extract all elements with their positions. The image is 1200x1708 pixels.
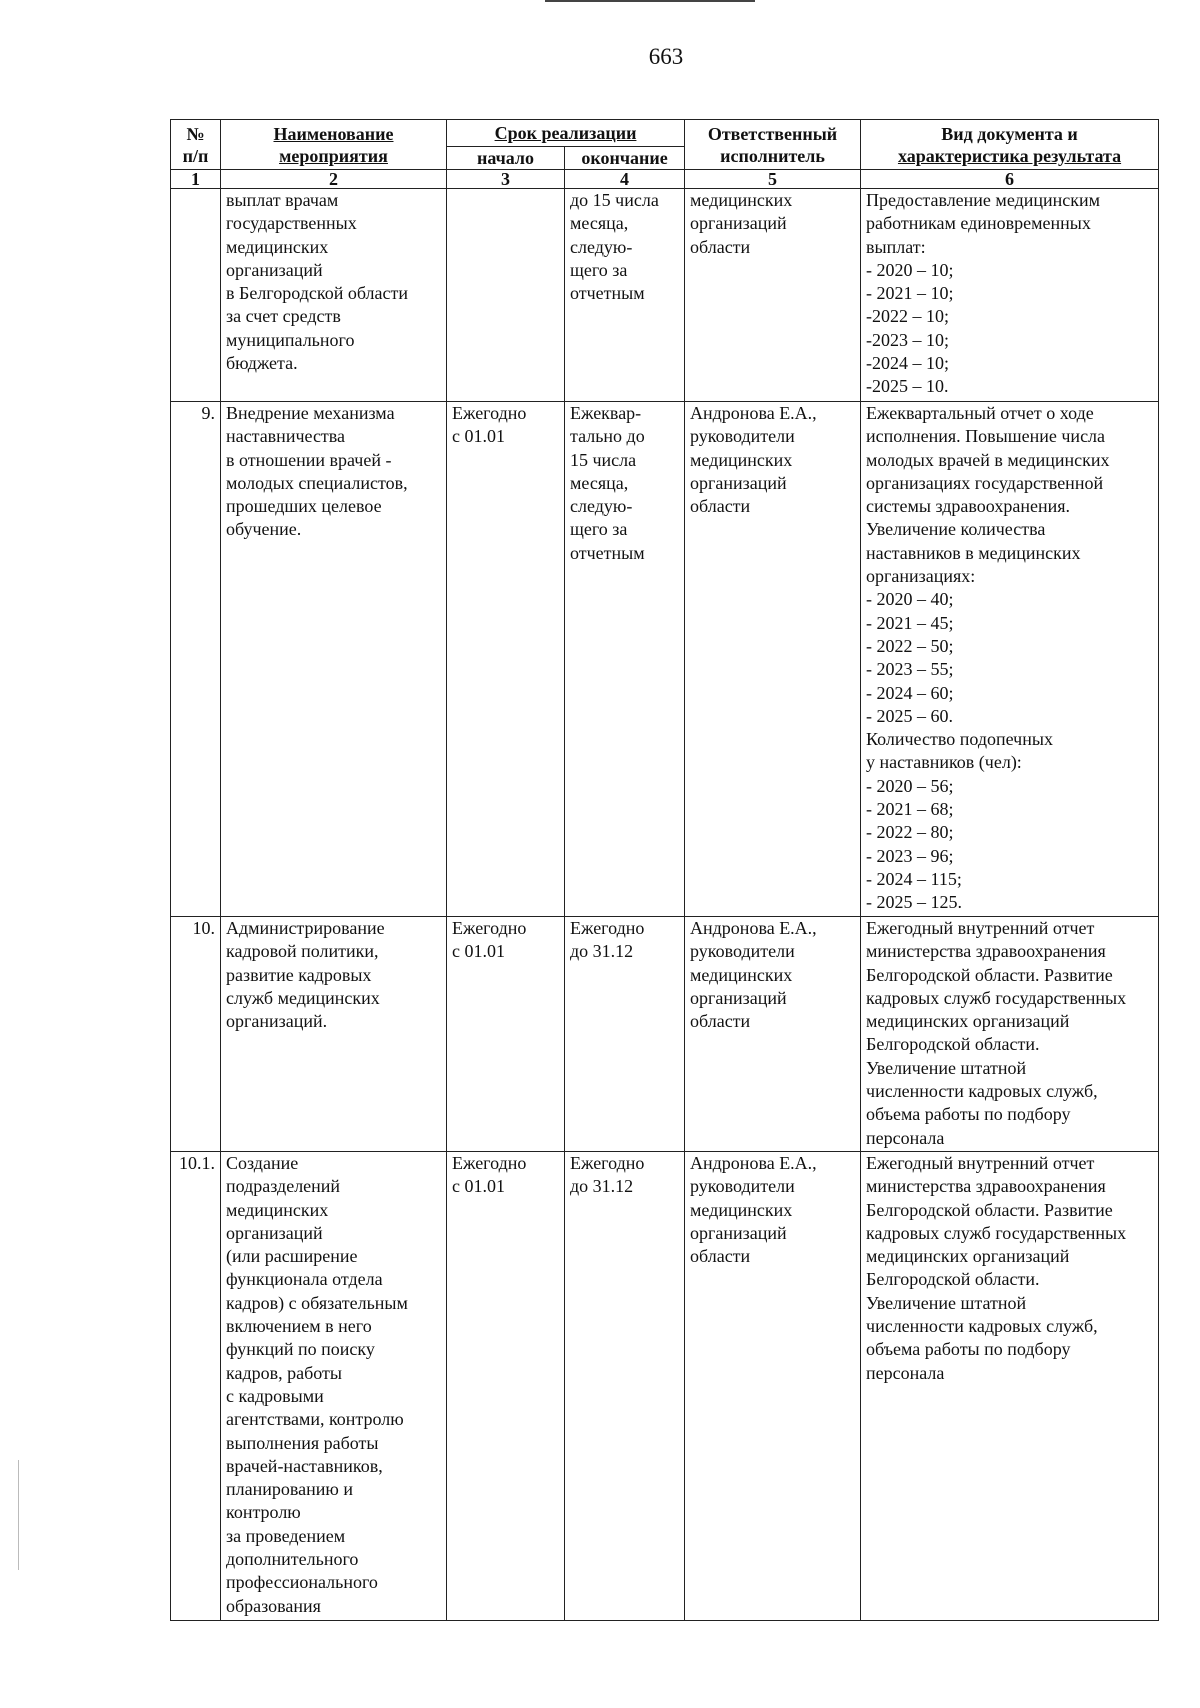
cell-line: системы здравоохранения. bbox=[866, 496, 1070, 517]
cell-line: персонала bbox=[866, 1362, 945, 1383]
cell-line: в Белгородской области bbox=[226, 283, 409, 304]
cell-line: организаций bbox=[690, 213, 787, 234]
cell-line: с кадровыми bbox=[226, 1385, 324, 1406]
cell-line: Ежегодно bbox=[452, 403, 527, 423]
cell-line: - 2021 – 10; bbox=[866, 283, 954, 304]
cell-name bbox=[221, 1152, 447, 1621]
cell-line: -2023 – 10; bbox=[866, 329, 950, 350]
cell-line: объема работы по подбору bbox=[866, 1339, 1071, 1360]
cell-line: в отношении врачей - bbox=[226, 449, 392, 470]
header-name: Наименование мероприятия bbox=[221, 120, 447, 170]
cell-line: министерства здравоохранения bbox=[866, 941, 1106, 962]
cell-line: Андронова Е.А., bbox=[690, 1153, 817, 1173]
cell-line: наставничества bbox=[226, 426, 346, 447]
cell-line: (или расширение bbox=[226, 1246, 358, 1267]
table-row bbox=[171, 1152, 1159, 1621]
header-executor: Ответственный исполнитель bbox=[685, 120, 861, 170]
scan-artifact-line bbox=[18, 1460, 19, 1570]
header-start: начало bbox=[447, 147, 565, 170]
cell-line: исполнения. Повышение числа bbox=[866, 426, 1106, 447]
cell-line: - 2022 – 50; bbox=[866, 635, 954, 656]
cell-line: медицинских bbox=[690, 190, 793, 210]
cell-line: организаций. bbox=[226, 1011, 328, 1032]
cell-line: организациях государственной bbox=[866, 472, 1104, 493]
cell-line: организаций bbox=[226, 259, 323, 280]
cell-line: развитие кадровых bbox=[226, 964, 372, 985]
cell-name bbox=[221, 189, 447, 402]
cell-line: обучение. bbox=[226, 519, 302, 540]
cell-line: кадровых служб государственных bbox=[866, 1222, 1127, 1243]
cell-line: работникам единовременных bbox=[866, 213, 1091, 234]
cell-line: - 2025 – 60. bbox=[866, 705, 954, 726]
cell-line: кадров) с обязательным bbox=[226, 1292, 408, 1313]
cell-line: кадров, работы bbox=[226, 1362, 342, 1383]
cell-line: у наставников (чел): bbox=[866, 752, 1022, 773]
cell-line: Внедрение механизма bbox=[226, 403, 395, 423]
cell-executor bbox=[685, 917, 861, 1152]
cell-line: - 2020 – 56; bbox=[866, 775, 954, 796]
table-header bbox=[171, 120, 1159, 170]
cell-start bbox=[447, 1152, 565, 1621]
cell-end bbox=[565, 1152, 685, 1621]
cell-line: области bbox=[690, 236, 751, 257]
measures-table bbox=[170, 119, 1159, 1621]
cell-line: наставников в медицинских bbox=[866, 542, 1081, 563]
cell-line: организаций bbox=[690, 1222, 787, 1243]
cell-line: - 2021 – 45; bbox=[866, 612, 954, 633]
header-period: Срок реализации bbox=[447, 120, 685, 147]
cell-line: отчетным bbox=[570, 542, 645, 563]
cell-line: молодых специалистов, bbox=[226, 472, 408, 493]
cell-executor bbox=[685, 402, 861, 917]
cell-line: до 31.12 bbox=[570, 1176, 634, 1197]
cell-line: - 2025 – 125. bbox=[866, 892, 963, 913]
cell-line: дополнительного bbox=[226, 1549, 359, 1570]
cell-line: медицинских организаций bbox=[866, 1246, 1070, 1267]
cell-line: до 15 числа bbox=[570, 190, 659, 210]
cell-line: медицинских bbox=[690, 449, 793, 470]
cell-line: руководители bbox=[690, 426, 795, 447]
table-row bbox=[171, 402, 1159, 917]
cell-start bbox=[447, 402, 565, 917]
cell-line: с 01.01 bbox=[452, 941, 505, 962]
column-number: 3 bbox=[447, 170, 565, 189]
cell-line: следую- bbox=[570, 496, 633, 517]
cell-line: - 2024 – 115; bbox=[866, 868, 962, 889]
cell-end bbox=[565, 189, 685, 402]
cell-line: - 2021 – 68; bbox=[866, 799, 954, 820]
cell-line: прошедших целевое bbox=[226, 496, 382, 517]
cell-line: государственных bbox=[226, 213, 357, 234]
cell-line: Белгородской области. Развитие bbox=[866, 1199, 1113, 1220]
cell-line: - 2023 – 96; bbox=[866, 845, 954, 866]
cell-line: Белгородской области. bbox=[866, 1269, 1040, 1290]
cell-line: -2025 – 10. bbox=[866, 376, 949, 397]
cell-line: - 2023 – 55; bbox=[866, 659, 954, 680]
cell-line: - 2022 – 80; bbox=[866, 822, 954, 843]
cell-executor bbox=[685, 189, 861, 402]
cell-line: организаций bbox=[690, 472, 787, 493]
cell-name bbox=[221, 402, 447, 917]
cell-line: медицинских bbox=[226, 1199, 329, 1220]
cell-line: кадровых служб государственных bbox=[866, 987, 1127, 1008]
cell-line: Количество подопечных bbox=[866, 729, 1053, 750]
cell-executor bbox=[685, 1152, 861, 1621]
cell-line: руководители bbox=[690, 941, 795, 962]
cell-start bbox=[447, 189, 565, 402]
cell-line: Ежегодно bbox=[452, 918, 527, 938]
cell-result bbox=[861, 1152, 1159, 1621]
cell-line: с 01.01 bbox=[452, 1176, 505, 1197]
cell-line: щего за bbox=[570, 519, 628, 540]
cell-line: Ежеквар- bbox=[570, 403, 642, 423]
table-body bbox=[171, 170, 1159, 1621]
cell-end bbox=[565, 402, 685, 917]
page-number: 663 bbox=[648, 44, 684, 69]
cell-line: подразделений bbox=[226, 1176, 341, 1197]
cell-result bbox=[861, 402, 1159, 917]
header-end: окончание bbox=[565, 147, 685, 170]
cell-line: за счет средств bbox=[226, 306, 341, 327]
top-rule bbox=[545, 0, 755, 2]
cell-result bbox=[861, 917, 1159, 1152]
cell-line: численности кадровых служб, bbox=[866, 1316, 1098, 1337]
cell-line: бюджета. bbox=[226, 353, 298, 374]
cell-line: Ежегодно bbox=[570, 918, 645, 938]
cell-line: медицинских организаций bbox=[866, 1011, 1070, 1032]
cell-line: персонала bbox=[866, 1127, 945, 1148]
cell-line: щего за bbox=[570, 259, 628, 280]
cell-line: профессионального bbox=[226, 1572, 378, 1593]
cell-line: до 31.12 bbox=[570, 941, 634, 962]
column-number: 6 bbox=[861, 170, 1159, 189]
cell-line: -2024 – 10; bbox=[866, 353, 950, 374]
cell-line: кадровой политики, bbox=[226, 941, 379, 962]
cell-line: выплат: bbox=[866, 236, 926, 257]
cell-line: агентствами, контролю bbox=[226, 1409, 404, 1430]
cell-line: министерства здравоохранения bbox=[866, 1176, 1106, 1197]
cell-line: за проведением bbox=[226, 1525, 346, 1546]
cell-line: Увеличение штатной bbox=[866, 1292, 1027, 1313]
cell-line: включением в него bbox=[226, 1316, 372, 1337]
cell-line: месяца, bbox=[570, 472, 629, 493]
column-numbers-row bbox=[171, 170, 1159, 189]
cell-line: - 2024 – 60; bbox=[866, 682, 954, 703]
cell-line: Андронова Е.А., bbox=[690, 403, 817, 423]
cell-line: области bbox=[690, 1011, 751, 1032]
cell-line: организаций bbox=[690, 987, 787, 1008]
cell-line: Ежегодно bbox=[570, 1153, 645, 1173]
table-row bbox=[171, 917, 1159, 1152]
cell-line: месяца, bbox=[570, 213, 629, 234]
cell-line: медицинских bbox=[690, 1199, 793, 1220]
cell-line: области bbox=[690, 1246, 751, 1267]
header-result: Вид документа и характеристика результата bbox=[861, 120, 1159, 170]
cell-line: Ежегодный внутренний отчет bbox=[866, 1153, 1095, 1173]
row-number bbox=[171, 189, 221, 402]
cell-line: с 01.01 bbox=[452, 426, 505, 447]
cell-start bbox=[447, 917, 565, 1152]
cell-name bbox=[221, 917, 447, 1152]
cell-line: Белгородской области. Развитие bbox=[866, 964, 1113, 985]
table-row bbox=[171, 189, 1159, 402]
row-number: 10.1. bbox=[171, 1152, 221, 1621]
cell-line: тально до bbox=[570, 426, 645, 447]
cell-line: образования bbox=[226, 1595, 321, 1616]
cell-line: Ежегодный внутренний отчет bbox=[866, 918, 1095, 938]
cell-line: контролю bbox=[226, 1502, 301, 1523]
cell-line: Белгородской области. bbox=[866, 1034, 1040, 1055]
cell-line: медицинских bbox=[226, 236, 329, 257]
cell-line: Создание bbox=[226, 1153, 299, 1173]
cell-line: молодых врачей в медицинских bbox=[866, 449, 1110, 470]
cell-line: 15 числа bbox=[570, 449, 637, 470]
cell-line: -2022 – 10; bbox=[866, 306, 950, 327]
cell-line: функционала отдела bbox=[226, 1269, 383, 1290]
header-num: № п/п bbox=[171, 120, 221, 170]
column-number: 5 bbox=[685, 170, 861, 189]
column-number: 2 bbox=[221, 170, 447, 189]
cell-line: организациях: bbox=[866, 566, 976, 587]
cell-line: численности кадровых служб, bbox=[866, 1081, 1098, 1102]
cell-line: Ежеквартальный отчет о ходе bbox=[866, 403, 1094, 423]
cell-line: следую- bbox=[570, 236, 633, 257]
cell-line: Андронова Е.А., bbox=[690, 918, 817, 938]
cell-line: Увеличение количества bbox=[866, 519, 1046, 540]
cell-line: организаций bbox=[226, 1222, 323, 1243]
cell-line: руководители bbox=[690, 1176, 795, 1197]
cell-line: области bbox=[690, 496, 751, 517]
cell-line: Ежегодно bbox=[452, 1153, 527, 1173]
cell-line: муниципального bbox=[226, 329, 355, 350]
cell-line: Предоставление медицинским bbox=[866, 190, 1101, 210]
cell-line: - 2020 – 10; bbox=[866, 259, 954, 280]
column-number: 4 bbox=[565, 170, 685, 189]
cell-line: служб медицинских bbox=[226, 987, 380, 1008]
cell-line: объема работы по подбору bbox=[866, 1104, 1071, 1125]
cell-line: врачей-наставников, bbox=[226, 1455, 383, 1476]
cell-line: Увеличение штатной bbox=[866, 1057, 1027, 1078]
cell-line: выполнения работы bbox=[226, 1432, 379, 1453]
cell-line: функций по поиску bbox=[226, 1339, 375, 1360]
cell-line: планированию и bbox=[226, 1479, 353, 1500]
row-number: 10. bbox=[171, 917, 221, 1152]
cell-line: выплат врачам bbox=[226, 190, 339, 210]
cell-line: отчетным bbox=[570, 283, 645, 304]
cell-result bbox=[861, 189, 1159, 402]
column-number: 1 bbox=[171, 170, 221, 189]
cell-line: Администрирование bbox=[226, 918, 385, 938]
cell-end bbox=[565, 917, 685, 1152]
cell-line: медицинских bbox=[690, 964, 793, 985]
row-number: 9. bbox=[171, 402, 221, 917]
cell-line: - 2020 – 40; bbox=[866, 589, 954, 610]
